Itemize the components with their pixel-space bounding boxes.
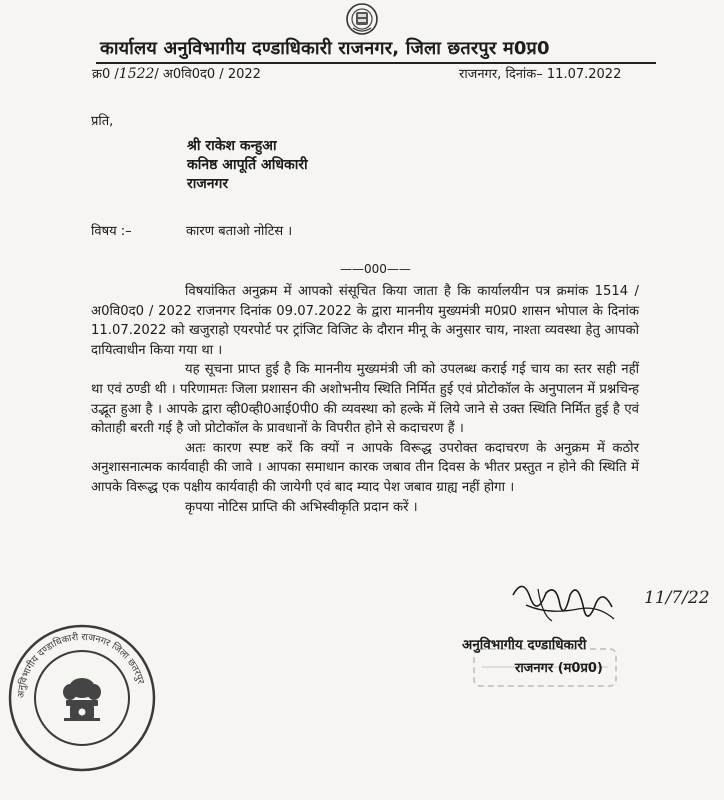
signatory-place: राजनगर (म0प्र0) xyxy=(515,661,603,676)
reference-prefix: क्र0 / xyxy=(92,67,119,82)
signature-date-handwritten: 11/7/22 xyxy=(644,588,710,608)
notice-body xyxy=(91,282,639,517)
addressee-name: श्री राकेश कन्हुआ xyxy=(187,138,277,154)
addressee-block xyxy=(187,137,308,194)
seal-ring-text: अनुविभागीय दण्डाधिकारी राजनगर जिला छतरपुर xyxy=(15,631,147,699)
body-paragraph-4: कृपया नोटिस प्राप्ति की अभिस्वीकृति प्रदान करें । xyxy=(185,499,418,515)
addressee-place: राजनगर xyxy=(187,176,229,192)
body-paragraph-3: अतः कारण स्पष्ट करें कि क्यों न आपके विरूद्ध उपरोक्त कदाचरण के अनुक्रम में कठोर अनुशासनात्मक कार्यवाही की जावे । आपका समाधान कारक जबाव तीन दिवस के भीतर प्रस्तुत न होने की स्थिति में आपके विरूद्ध एक पक्षीय कार्यवाही की जायेगी एवं बाद म्याद पेश जबाव ग्राह्य नहीं होगा । xyxy=(91,440,639,495)
salutation-prati: प्रति, xyxy=(91,114,114,129)
addressee-designation: कनिष्ठ आपूर्ति अधिकारी xyxy=(187,157,308,173)
government-emblem-icon xyxy=(343,2,381,36)
office-title: कार्यालय अनुविभागीय दण्डाधिकारी राजनगर, जिला छतरपुर म0प्र0 xyxy=(100,38,550,59)
reference-number xyxy=(92,64,261,82)
subject-label: विषय :– xyxy=(91,224,132,239)
body-paragraph-1: विषयांकित अनुक्रम में आपको संसूचित किया जाता है कि कार्यालयीन पत्र क्रमांक 1514 / अ0वि0द0 / 2022 राजनगर दिनांक 09.07.2022 के द्वारा माननीय मुख्यमंत्री म0प्र0 शासन भोपाल के दिनांक 11.07.2022 को खजुराहो एयरपोर्ट पर ट्रांजिट विजिट के दौरान मीनू के अनुसार चाय, नाश्ता व्यवस्था हेतु आपको दायित्वाधीन किया गया था । xyxy=(91,284,639,358)
place-date: राजनगर, दिनांक– 11.07.2022 xyxy=(459,67,622,82)
signatory-title: अनुविभागीय दण्डाधिकारी xyxy=(462,637,587,653)
subject-line xyxy=(91,221,293,239)
subject-text: कारण बताओ नोटिस । xyxy=(186,224,293,239)
section-separator: ——000—— xyxy=(340,262,411,276)
official-round-seal-icon xyxy=(6,622,158,774)
handwritten-signature-icon xyxy=(508,575,618,635)
reference-suffix: / अ0वि0द0 / 2022 xyxy=(154,67,261,82)
reference-handwritten-number: 1522 xyxy=(118,66,155,82)
body-paragraph-2: यह सूचना प्राप्त हुई है कि माननीय मुख्यमंत्री जी को उपलब्ध कराई गई चाय का स्तर सही नहीं था एवं ठण्डी थी । परिणामतः जिला प्रशासन की अशोभनीय स्थिति निर्मित हुई एवं प्रोटोकॉल के अनुपालन में प्रश्नचिन्ह उद्भूत हुआ है । आपके द्वारा व्ही0व्ही0आई0पी0 की व्यवस्था को हल्के में लिये जाने से उक्त स्थिति निर्मित हुई है एवं कोताही बरती गई है जो प्रोटोकॉल के प्रावधानों के विपरीत होने से कदाचरण हैं । xyxy=(91,362,639,437)
